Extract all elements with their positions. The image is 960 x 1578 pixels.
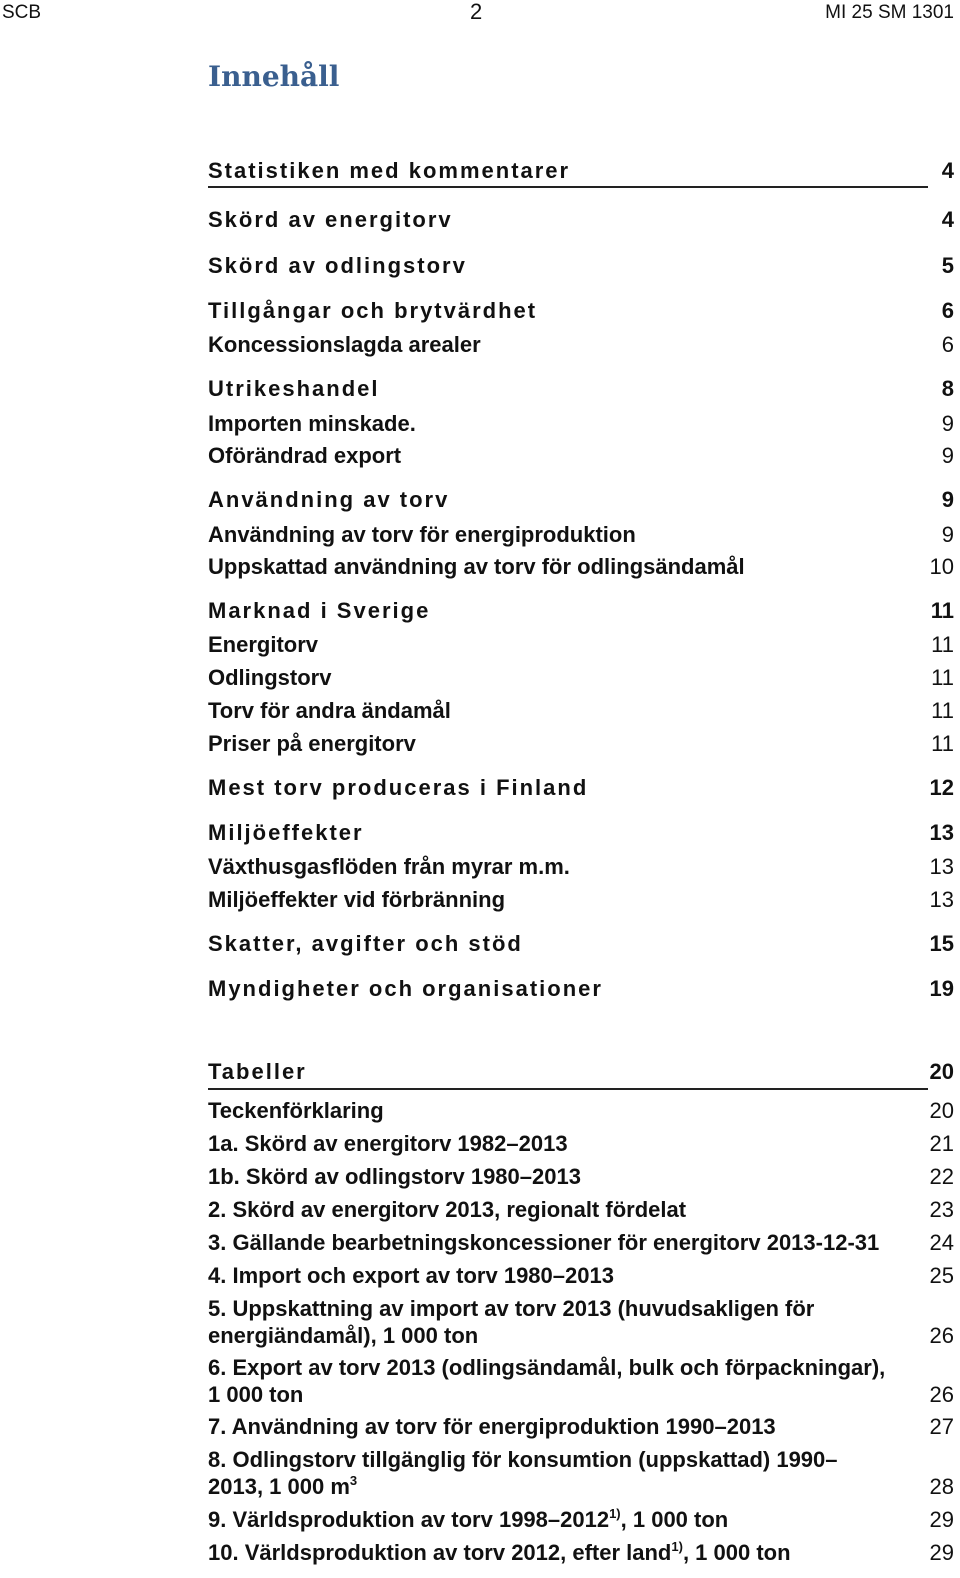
toc-page: 9 — [941, 487, 954, 512]
toc-label-text: 10. Världsproduktion av torv 2012, efter land — [208, 1540, 672, 1565]
toc-section[interactable] — [208, 486, 954, 513]
toc-table-entry[interactable] — [208, 1446, 954, 1500]
toc-page: 21 — [929, 1131, 954, 1156]
toc-label-suffix: , 1 000 ton — [682, 1540, 791, 1565]
toc-page: 29 — [929, 1507, 954, 1532]
superscript: 3 — [349, 1473, 358, 1488]
toc-page: 28 — [929, 1474, 954, 1499]
page-number: 2 — [470, 0, 483, 24]
toc-page: 11 — [930, 598, 954, 623]
toc-page: 8 — [941, 376, 954, 401]
toc-table-entry[interactable] — [208, 1130, 954, 1157]
toc-label-text: 8. Odlingstorv tillgänglig för konsumtion (uppskattad) 1990–2013, 1 000 m — [208, 1447, 838, 1499]
toc-section[interactable] — [208, 975, 954, 1002]
toc-label-suffix: , 1 000 ton — [620, 1507, 729, 1532]
toc-subsection[interactable] — [208, 886, 954, 913]
toc-subsection[interactable] — [208, 410, 954, 437]
toc-page: 9 — [941, 411, 954, 436]
toc-section[interactable] — [208, 930, 954, 957]
toc-label: Odlingstorv — [208, 665, 332, 690]
toc-label: Myndigheter och organisationer — [208, 976, 603, 1001]
toc-subsection[interactable] — [208, 1097, 954, 1124]
toc-label: Utrikeshandel — [208, 376, 380, 401]
footnote-ref: 1) — [671, 1539, 683, 1554]
toc-label: Importen minskade. — [208, 411, 416, 436]
toc-label: Tillgångar och brytvärdhet — [208, 298, 538, 323]
toc-section[interactable] — [208, 375, 954, 402]
toc-label: Energitorv — [208, 632, 319, 657]
divider — [208, 1088, 928, 1090]
toc-table-entry[interactable] — [208, 1413, 954, 1440]
toc-label: Skörd av energitorv — [208, 207, 453, 232]
toc-label: Priser på energitorv — [208, 731, 416, 756]
toc-page: 19 — [929, 976, 954, 1001]
toc-label: 6. Export av torv 2013 (odlingsändamål, bulk och förpackningar), 1 000 ton — [208, 1355, 886, 1407]
toc-label — [208, 1506, 954, 1533]
toc-table-entry[interactable] — [208, 1229, 954, 1256]
toc-subsection[interactable] — [208, 442, 954, 469]
toc-section[interactable] — [208, 597, 954, 624]
toc-page: 26 — [929, 1382, 954, 1407]
toc-subsection[interactable] — [208, 553, 954, 580]
toc-section[interactable] — [208, 774, 954, 801]
toc-section[interactable] — [208, 819, 954, 846]
toc-section[interactable] — [208, 252, 954, 279]
toc-page: 13 — [929, 854, 954, 879]
toc-page: 27 — [929, 1414, 954, 1439]
toc-label: 5. Uppskattning av import av torv 2013 (huvudsakligen för energiändamål), 1 000 ton — [208, 1296, 815, 1348]
toc-page: 9 — [941, 522, 954, 547]
toc-label: Skatter, avgifter och stöd — [208, 931, 523, 956]
toc-table-entry[interactable] — [208, 1354, 954, 1408]
toc-label: Miljöeffekter vid förbränning — [208, 887, 506, 912]
toc-label — [208, 1446, 954, 1500]
header-report-id: MI 25 SM 1301 — [825, 2, 954, 23]
toc-page: 20 — [929, 1059, 954, 1084]
toc-page: 29 — [929, 1540, 954, 1565]
toc-label-text: 9. Världsproduktion av torv 1998–2012 — [208, 1507, 610, 1532]
toc-page: 25 — [929, 1263, 954, 1288]
toc-subsection[interactable] — [208, 697, 954, 724]
toc-table-entry[interactable] — [208, 1196, 954, 1223]
toc-subsection[interactable] — [208, 664, 954, 691]
toc-page: 4 — [941, 207, 954, 232]
toc-label: Oförändrad export — [208, 443, 402, 468]
toc-label: 2. Skörd av energitorv 2013, regionalt fördelat — [208, 1197, 687, 1222]
toc-page: 15 — [929, 931, 954, 956]
toc-section[interactable] — [208, 157, 954, 184]
page-header — [0, 0, 960, 28]
toc-page: 9 — [941, 443, 954, 468]
toc-page: 13 — [929, 887, 954, 912]
toc-label: Teckenförklaring — [208, 1098, 384, 1123]
toc-label: Uppskattad användning av torv för odlingsändamål — [208, 554, 745, 579]
page-title: Innehåll — [208, 60, 340, 93]
toc-subsection[interactable] — [208, 853, 954, 880]
toc-label: Miljöeffekter — [208, 820, 364, 845]
toc-page: 10 — [929, 554, 954, 579]
toc-page: 24 — [929, 1230, 954, 1255]
toc-section[interactable] — [208, 206, 954, 233]
toc-page: 23 — [929, 1197, 954, 1222]
toc-label — [208, 1539, 954, 1566]
toc-label: Torv för andra ändamål — [208, 698, 451, 723]
toc-table-entry[interactable] — [208, 1163, 954, 1190]
toc-label: Koncessionslagda arealer — [208, 332, 481, 357]
toc-label: Skörd av odlingstorv — [208, 253, 467, 278]
toc-page: 11 — [931, 731, 954, 756]
toc-page: 6 — [941, 332, 954, 357]
toc-label: Användning av torv — [208, 487, 450, 512]
toc-section[interactable] — [208, 1058, 954, 1085]
toc-page: 22 — [929, 1164, 954, 1189]
toc-page: 12 — [929, 775, 954, 800]
toc-section[interactable] — [208, 297, 954, 324]
toc-label: 7. Användning av torv för energiproduktion 1990–2013 — [208, 1414, 776, 1439]
toc-page: 11 — [931, 698, 954, 723]
toc-table-entry[interactable] — [208, 1539, 954, 1566]
toc-table-entry[interactable] — [208, 1262, 954, 1289]
toc-label: Tabeller — [208, 1059, 307, 1084]
toc-page: 6 — [941, 298, 954, 323]
toc-label: 1b. Skörd av odlingstorv 1980–2013 — [208, 1164, 581, 1189]
footnote-ref: 1) — [609, 1506, 621, 1521]
toc-label: 4. Import och export av torv 1980–2013 — [208, 1263, 614, 1288]
toc-page: 4 — [941, 158, 954, 183]
toc-label: Växthusgasflöden från myrar m.m. — [208, 854, 570, 879]
toc-label: 3. Gällande bearbetningskoncessioner för energitorv 2013-12-31 — [208, 1230, 880, 1255]
toc-subsection[interactable] — [208, 631, 954, 658]
toc-table-entry[interactable] — [208, 1506, 954, 1533]
toc-label: Statistiken med kommentarer — [208, 158, 571, 183]
toc-subsection[interactable] — [208, 521, 954, 548]
toc-page: 20 — [929, 1098, 954, 1123]
divider — [208, 186, 928, 188]
toc-subsection[interactable] — [208, 730, 954, 757]
header-org: SCB — [2, 2, 42, 23]
toc-table-entry[interactable] — [208, 1295, 954, 1349]
toc-page: 11 — [931, 665, 954, 690]
toc-page: 5 — [941, 253, 954, 278]
toc-label: 1a. Skörd av energitorv 1982–2013 — [208, 1131, 568, 1156]
toc-label: Marknad i Sverige — [208, 598, 431, 623]
toc-label: Mest torv produceras i Finland — [208, 775, 589, 800]
toc-page: 26 — [929, 1323, 954, 1348]
toc-subsection[interactable] — [208, 331, 954, 358]
toc-label: Användning av torv för energiproduktion — [208, 522, 636, 547]
toc-page: 13 — [929, 820, 954, 845]
toc-page: 11 — [931, 632, 954, 657]
